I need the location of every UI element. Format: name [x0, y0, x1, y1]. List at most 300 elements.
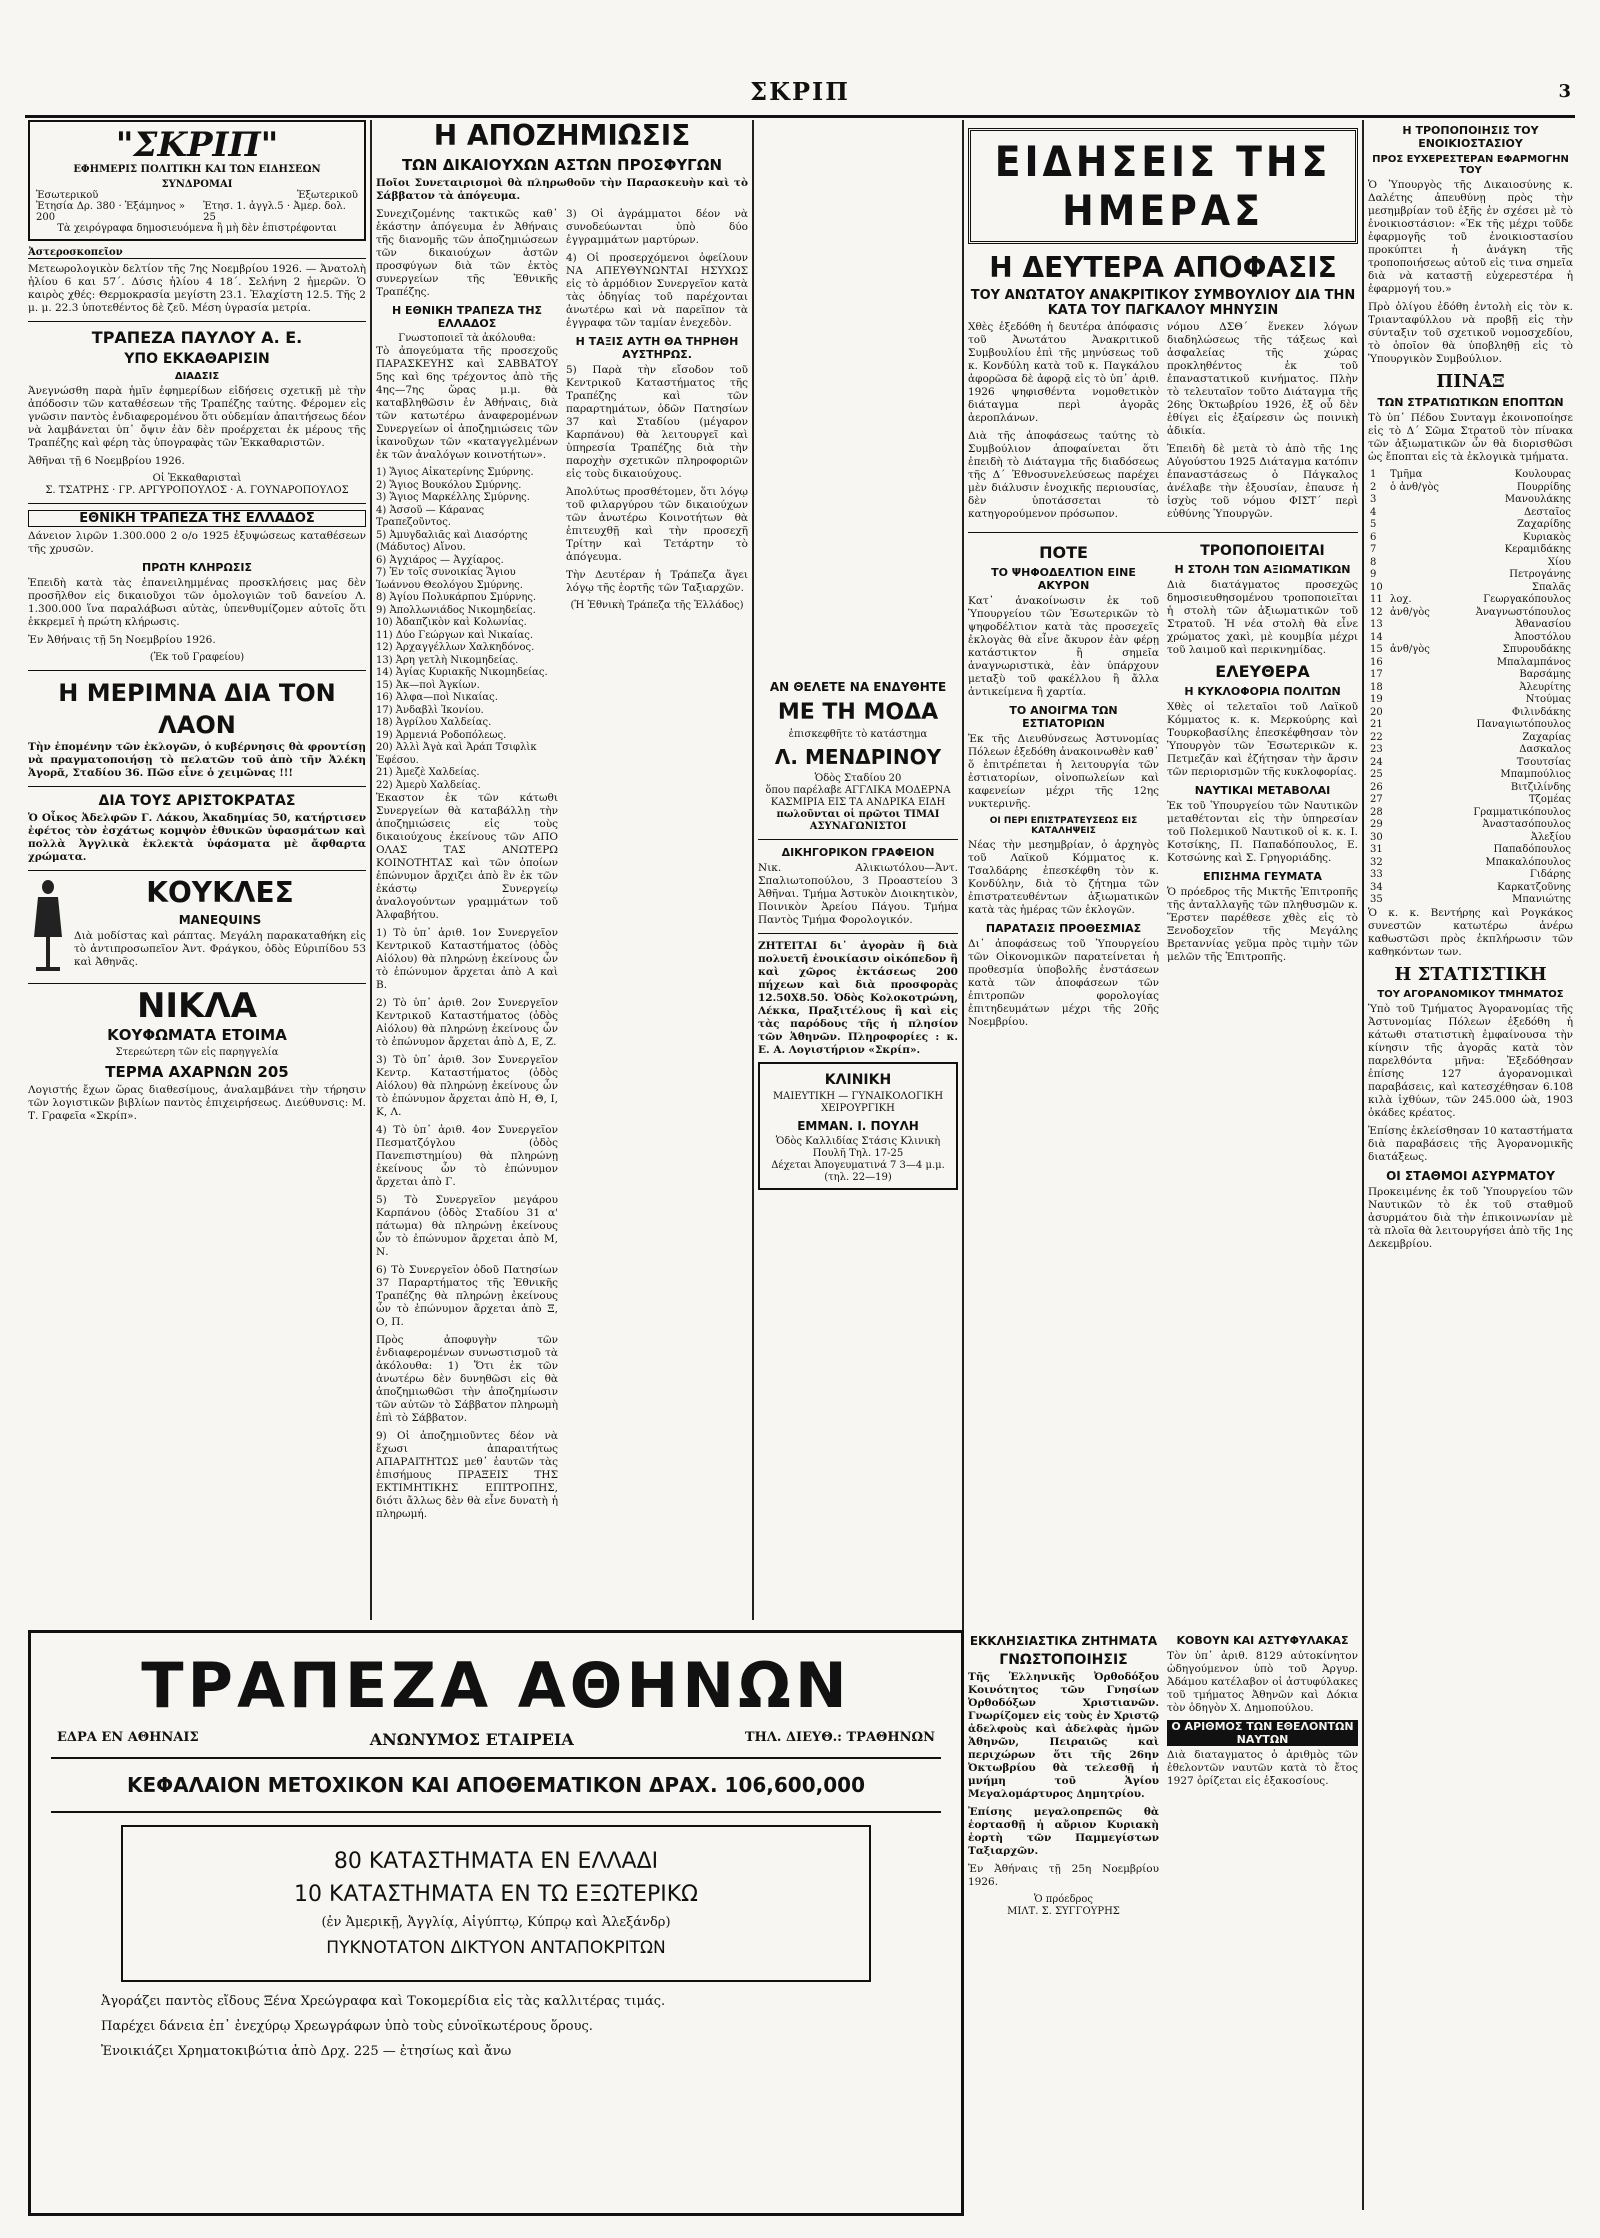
para: Χθὲς ἐξεδόθη ἡ δευτέρα ἀπόφασις τοῦ Ἀνωτάτου Ἀνακριτικοῦ Συμβουλίου ἐπὶ τῆς μηνύσεως τοῦ κ. Κονδύλη κατὰ τοῦ κ. Παγκάλου ἀφορῶσα δὲ ἀφορᾷ εἰς τὸ ὑπ᾽ ἀριθ. 1926 ψηφισθέντα νομοθετικὸν διάταγμα περὶ ἀγορᾶς ἀεροπλάνων. — [968, 321, 1159, 424]
officer-number: 30 — [1370, 831, 1383, 843]
column-4-lower — [968, 1630, 1358, 2210]
heading: ΠΟΤΕ — [1039, 543, 1088, 562]
para: 4) Οἱ προσερχόμενοι ὀφείλουν ΝΑ ΑΠΕΥΘΥΝΩΝΤΑΙ ΗΣΥΧΩΣ εἰς τὸ ἁρμόδιον Συνεργεῖον κατὰ τὰς ὁδηγίας τοῦ παρέχονται ἀνωτέρω καὶ νὰ παρεῖπον τὰ ἐγγραφα τῶν ταμίαν ἐνεχεδὸν. — [566, 252, 748, 329]
officer-number: 7 — [1370, 544, 1377, 555]
decision-right — [1167, 321, 1358, 526]
bank1-sign: Οἱ Ἐκκαθαρισταὶ — [152, 473, 242, 484]
officer-rank — [1388, 819, 1451, 832]
para: 6) Τὸ Συνεργεῖον ὁδοῦ Πατησίων 37 Παραρτήματος τῆς Ἐθνικῆς Τραπέζης θὰ πληρώνῃ ἐκείνους ὧν τὸ ἐπώνυμον ἄρχεται ἀπὸ Ξ, Ο, Π. — [376, 1264, 558, 1328]
communities-list — [376, 467, 558, 792]
ad-line1: 80 ΚΑΤΑΣΤΗΜΑΤΑ ΕΝ ΕΛΛΑΔΙ — [333, 1849, 659, 1874]
list-item: 21) Ἀμεζὲ Χαλδείας. — [376, 767, 480, 778]
divider — [968, 532, 1358, 533]
nickel-title: ΝΙΚΛΑ — [136, 986, 258, 1026]
para: Ἐκ τοῦ Ὑπουργείου τῶν Ναυτικῶν μεταθέτονται εἰς τὴν ὑπηρεσίαν τοῦ Πολεμικοῦ Ναυτικοῦ οἱ κ. κ. Ι. Κοτσίκης, Π. Παπαδόπουλος, Ε. Κοτσώνης καὶ Σ. Γρηγοριάδης. — [1167, 800, 1358, 864]
table-row — [1368, 644, 1573, 657]
list-item: 15) Ἀκ—ποὶ Ἀγκίων. — [376, 679, 480, 691]
para: Ἐπίσης ἐκλείσθησαν 10 καταστήματα διὰ παραβάσεις τῆς Ἀγορανομικῆς διατάξεως. — [1368, 1124, 1573, 1163]
bank-of-athens-ad — [28, 1630, 964, 2216]
ad-fashion-text3: πωλοῦνται οἱ πρῶτοι ΤΙΜΑΙ ΑΣΥΝΑΓΩΝΙΣΤΟΙ — [776, 809, 940, 832]
heading: ΠΡΟΣ ΕΥΧΕΡΕΣΤΕΡΑΝ ΕΦΑΡΜΟΓΗΝ ΤΟΥ — [1372, 154, 1569, 176]
officer-name: Βιτζιλίνδης — [1510, 781, 1571, 793]
officer-number: 9 — [1370, 569, 1377, 580]
ad-fashion-text2: ὅπου παρέλαβε ΑΓΓΛΙΚΑ ΜΟΔΕΡΝΑ ΚΑΣΜΙΡΙΑ ΕΙΣ ΤΑ ΑΝΔΡΙΚΑ ΕΙΔΗ — [765, 785, 951, 808]
table-row — [1368, 894, 1573, 907]
news-left — [968, 539, 1159, 1034]
divider — [28, 786, 366, 787]
ad-foot1: Ἀγοράζει παντὸς εἴδους Ξένα Χρεώγραφα καὶ Τοκομερίδια εἰς τὰς καλλιτέρας τιμάς. — [101, 1994, 666, 2009]
heading: ΟΙ ΠΕΡΙ ΕΠΙΣΤΡΑΤΕΥΣΕΩΣ ΕΙΣ ΚΑΤΑΛΗΨΕΙΣ — [989, 816, 1138, 836]
para: νόμου ΔΣΘ΄ ἕνεκεν λόγων διαδηλώσεως τῆς τάξεως καὶ ἀσφαλείας τῆς χώρας προκληθέντος ἐκ τοῦ ἐπαναστατικοῦ κινήματος. Πλὴν τὸ τελευταῖον τοῦτο Διάταγμα τῆς 26ης Ὀκτωβρίου 1926, ἐξ οὗ δὲν ἐθίγει εἰς ἐξαίρεσιν ὡς ποινικὴ ἀδικία. — [1167, 321, 1358, 437]
bank1-title: ΤΡΑΠΕΖΑ ΠΑΥΛΟΥ Α. Ε. — [91, 328, 303, 347]
ad-foot3: Ἐνοικιάζει Χρηματοκιβώτια ἀπὸ Δρχ. 225 — ἐτησίως καὶ ἄνω — [101, 2044, 512, 2059]
officer-number: 14 — [1370, 631, 1383, 643]
divider — [51, 1811, 941, 1813]
heading: ΤΩΝ ΣΤΡΑΤΙΩΤΙΚΩΝ ΕΠΟΠΤΩΝ — [1377, 396, 1564, 409]
para: Συνεχιζομένης τακτικῶς καθ᾽ ἑκάστην ἀπόγευμα ἐν Ἀθήναις τῆς διανομῆς τῶν ἀποζημιώσεων τῶν δικαιούχων ἀστῶν προσφύγων διὰ τῶν ἐκτὸς συνεργείων τῆς Ἐθνικῆς Τραπέζης. — [376, 208, 558, 298]
column-2 — [376, 120, 748, 1620]
officer-name: Χίου — [1547, 556, 1571, 568]
dolls-title: ΚΟΥΚΛΕΣ — [146, 876, 294, 909]
ad-type: ΑΝΩΝΥΜΟΣ ΕΤΑΙΡΕΙΑ — [369, 1730, 574, 1749]
officer-number: 26 — [1370, 781, 1383, 793]
compensation-title: Η ΑΠΟΖΗΜΙΩΣΙΣ — [433, 120, 691, 152]
column-3 — [758, 120, 958, 1620]
news-columns — [968, 539, 1358, 1034]
para: Διὰ τῆς ἀποφάσεως ταύτης τὸ Συμβούλιον ἀποφαίνεται ὅτι ἐπειδὴ τὸ Διάταγμα τῆς διαδόσεως τῆς Δ΄ Ἐθνοσυνελεύσεως παρέχει μὲν διάλυσιν ἐνοχικῆς περιουσίας, δὲν ὑποτάσσεται τὸ κατηγορούμενον πρόσωπον. — [968, 430, 1159, 520]
column-rule — [370, 120, 372, 1620]
ad-foot2: Παρέχει δάνεια ἐπ᾽ ἐνεχύρῳ Χρεωγράφων ὑπὸ τοὺς εὐνοϊκωτέρους ὅρους. — [101, 2019, 593, 2034]
column-5 — [1368, 120, 1573, 2210]
table-row — [1368, 669, 1573, 682]
para: Τὴν Δευτέραν ἡ Τράπεζα ἄγει λόγῳ τῆς ἑορτῆς τῶν Ταξιαρχῶν. — [566, 569, 748, 594]
officer-number: 20 — [1370, 706, 1383, 718]
ad-clinic-title: ΚΛΙΝΙΚΗ — [824, 1072, 892, 1088]
officer-name: Κουλουρας — [1514, 469, 1571, 480]
decision-left — [968, 321, 1159, 526]
officer-name: Πουρρίδης — [1516, 481, 1571, 493]
table-row — [1368, 482, 1573, 495]
officer-name: Ἀλεξίου — [1530, 831, 1571, 843]
officer-name: Ζαχαρίας — [1522, 731, 1571, 743]
signature-title: Ὁ πρόεδρος — [1034, 1894, 1093, 1905]
list-item: 13) Ἀρη γετλὴ Νικομηδείας. — [376, 654, 519, 666]
ad-clinic — [758, 1062, 958, 1190]
signature: (Ἡ Ἐθνικὴ Τράπεζα τῆς Ἑλλάδος) — [570, 600, 744, 611]
para: Ἑκαστον ἐκ τῶν κάτωθι Συνεργείων θὰ καταβάλλῃ τὴν ἀποζημιώσεις εἰς τοὺς δικαιούχους ἐκείνους τῶν ΑΠΟ ΟΛΑΣ ΤΑΣ ΑΝΩΤΕΡΩ ΚΟΙΝΟΤΗΤΑΣ καὶ τῶν ὁποίων ἐπώνυμον ἄρχιζει ἀπὸ ἓν ἐκ τῶν ἑκάστῳ Συνεργείῳ ἀναλογούντων γραμμάτων τοῦ Ἀλφαβήτου. — [376, 792, 558, 921]
divider — [758, 933, 958, 934]
para: 5) Τὸ Συνεργεῖον μεγάρου Καρπάνου (ὁδὸς Σταδίου 31 α' πάτωμα) θὰ πληρώνῃ ἐκείνους ὧν τὸ ἐπώνυμον ἄρχεται ἀπὸ Μ, Ν. — [376, 1194, 558, 1258]
officer-name: Μπακαλόπουλος — [1485, 856, 1571, 868]
table-row — [1368, 844, 1573, 857]
masthead-name: ΣΚΡΙΠ — [750, 77, 850, 106]
officer-number: 8 — [1370, 556, 1377, 568]
ad-line2: 10 ΚΑΤΑΣΤΗΜΑΤΑ ΕΝ ΤΩ ΕΞΩΤΕΡΙΚΩ — [294, 1882, 698, 1907]
ad-meta — [57, 1730, 935, 1749]
officer-number: 13 — [1370, 619, 1383, 630]
subscriptions-title: ΣΥΝΔΡΟΜΑΙ — [161, 179, 233, 190]
ad-clinic-hours: Δέχεται Ἀπογευματινά 7 3—4 μ.μ. (τηλ. 22—19) — [771, 1160, 945, 1183]
heading: ΠΙΝΑΞ — [1436, 371, 1505, 392]
officer-rank — [1388, 657, 1451, 670]
table-row — [1368, 544, 1573, 557]
subs-domestic-rates: Ἐτησία Δρ. 380 · Ἑξάμηνος » 200 — [36, 201, 185, 223]
officer-number: 35 — [1370, 894, 1383, 905]
officer-name: Μπαμπούλιος — [1500, 769, 1571, 780]
para: 5) Παρὰ τὴν εἴσοδον τοῦ Κεντρικοῦ Καταστήματος τῆς Τραπέζης καὶ τῶν παραρτημάτων, ὁδῶν Πατησίων 37 καὶ Σταδίου (μέγαρον Καρπάνου) θὰ λειτουργεῖ καὶ ὑπηρεσία Τραπέζης διὰ τὴν παροχὴν σχετικῶν πληροφοριῶν εἰς τοὺς δικαιούχους. — [566, 364, 748, 480]
ad-title: ΤΡΑΠΕΖΑ ΑΘΗΝΩΝ — [141, 1649, 851, 1722]
list-item: 5) Ἀμυγδαλιᾶς καὶ Διασόρτης (Μάδυτος) Αἴνου. — [376, 529, 528, 553]
para: 3) Οἱ ἀγράμματοι δέον νὰ συνοδεύωνται ὑπὸ δύο ἐγγραμμάτων μαρτύρων. — [566, 208, 748, 246]
heading: ΤΡΟΠΟΠΟΙΕΙΤΑΙ — [1200, 543, 1325, 559]
lower-columns — [968, 1630, 1358, 1918]
list-item: 14) Ἁγίας Κυριακῆς Νικομηδείας. — [376, 667, 548, 678]
para: Κατ᾽ ἀνακοίνωσιν ἐκ τοῦ Ὑπουργείου τῶν Ἐσωτερικῶν τὸ ψηφοδέλτιον κατὰ τὰς προσεχεῖς ἐκλογὰς θὰ εἶνε ἄκυρον ἐὰν φέρῃ κατάστικτον ἢ σημεῖα ἀναγνωριστικὰ, ἐὰν ὑπάρχουν μεταξὺ τοῦ φακέλλου ἢ ἄλλα ἀντικείμενα ἢ χαρτία. — [968, 595, 1159, 698]
officer-rank — [1388, 582, 1451, 595]
ad-fashion-name: Λ. ΜΕΝΔΡΙΝΟΥ — [774, 745, 942, 769]
para: Τῆς Ἑλληνικῆς Ὀρθοδόξου Κοινότητος τῶν Γνησίων Ὀρθοδόξων Χριστιανῶν. Γνωρίζομεν εἰς τοὺς ἐν Χριστῷ ἀδελφοὺς καὶ ἀδελφὰς ἡμῶν Ἀθηνῶν, Πειραιῶς καὶ περιχώρων ὅτι τῆς 26ην Ὀκτωβρίου θὰ τελεσθῇ ἡ μνήμη τοῦ Ἁγίου Μεγαλομάρτυρος Δημητρίου. — [968, 1671, 1159, 1800]
bank1-label: ΔΙΑΔΣΙΣ — [174, 371, 220, 382]
para: Διὰ διατάγματος προσεχῶς δημοσιευθησομένου τροποποιεῖται ἡ στολὴ τῶν ἀξιωματικῶν τοῦ Στρατοῦ. Ἡ νέα στολὴ θὰ εἶνε χρώματος χακὶ, μὲ κουμβία μέχρι τοῦ λαιμοῦ καὶ περικνημίδας. — [1167, 579, 1358, 656]
column-4 — [968, 120, 1358, 1620]
heading: ΤΟ ΨΗΦΟΔΕΛΤΙΟΝ ΕΙΝΕ ΑΚΥΡΟΝ — [991, 566, 1136, 592]
officer-number: 29 — [1370, 819, 1383, 830]
officer-rank — [1388, 782, 1451, 795]
divider — [28, 983, 366, 984]
para: Τὸ ἀπογεύματα τῆς προσεχοῦς ΠΑΡΑΣΚΕΥΗΣ καὶ ΣΑΒΒΑΤΟΥ 5ης καὶ 6ης τρέχοντος ἀπὸ τῆς 4ης—7ης ὥρας μ.μ. θὰ καταβληθῶσιν ἐν Ἀθήναις, διὰ τῶν κατωτέρω ἀναφερομένων Συνεργείων οἱ ἀποζημιώσεις τῶν ἱκανοῦχων τῶν «καταγγελμένων ἐκ τῶν ἀναλόγων κοινοτήτων». — [376, 345, 558, 461]
ad-clinic-name: ΕΜΜΑΝ. Ι. ΠΟΥΛΗ — [797, 1119, 919, 1133]
list-item: 6) Ἀγχιάρος — Ἀγχίαρος. — [376, 554, 504, 566]
nickel-subtitle: ΚΟΥΦΩΜΑΤΑ ΕΤΟΙΜΑ — [107, 1026, 287, 1044]
officer-number: 19 — [1370, 694, 1383, 705]
column-rule — [1362, 120, 1364, 2210]
heading: ΝΑΥΤΙΚΑΙ ΜΕΤΑΒΟΛΑΙ — [1194, 784, 1331, 797]
officer-rank — [1388, 744, 1451, 757]
officer-rank — [1388, 807, 1451, 820]
ad-capital: ΚΕΦΑΛΑΙΟΝ ΜΕΤΟΧΙΚΟΝ ΚΑΙ ΑΠΟΘΕΜΑΤΙΚΟΝ ΔΡΑΧ. 106,600,000 — [127, 1773, 865, 1797]
para: 4) Τὸ ὑπ᾽ ἀριθ. 4ον Συνεργεῖον Πεσματζόγλου (ὁδὸς Πανεπιστημίου) θὰ πληρώνῃ ἐκείνους ὧν τὸ ἐπώνυμον ἄρχεται ἀπὸ Γ. — [376, 1124, 558, 1188]
aristo-title: ΔΙΑ ΤΟΥΣ ΑΡΙΣΤΟΚΡΑΤΑΣ — [98, 793, 296, 809]
officer-number: 31 — [1370, 844, 1383, 855]
nameplate-logo: "ΣΚΡΙΠ" — [115, 125, 279, 165]
officer-name: Τζομέας — [1528, 794, 1571, 805]
list-item: 7) Ἐν τοῖς συνοικίας Ἅγιου Ἰωάννου Θεολόγου Σμύρνης. — [376, 567, 523, 591]
bank1-date: Ἀθῆναι τῇ 6 Νοεμβρίου 1926. — [28, 455, 185, 467]
officer-number: 6 — [1370, 531, 1377, 543]
officer-number: 22 — [1370, 731, 1383, 743]
ad-clinic-sub: ΜΑΙΕΥΤΙΚΗ — ΓΥΝΑΙΚΟΛΟΓΙΚΗ ΧΕΙΡΟΥΡΓΙΚΗ — [772, 1091, 944, 1114]
officer-name: Γραμματικόπουλος — [1473, 806, 1571, 818]
subscriptions-rates — [36, 201, 358, 223]
compensation-left — [376, 208, 558, 1526]
officer-rank — [1388, 557, 1451, 570]
officer-rank — [1388, 707, 1451, 720]
para: Ἀπολύτως προσθέτομεν, ὅτι λόγῳ τοῦ φιλαργύρου τῶν δικαιούχων τῶν ἀνωτέρω Κοινοτήτων θὰ ἐπιτευχθῇ καὶ τὴν προσεχῆ Τρίτην καὶ Τετάρτην τὸ ἀπόγευμα. — [566, 486, 748, 563]
para: Πρὸ ὀλίγου ἐδόθη ἐντολὴ εἰς τὸν κ. Τριανταφύλλου νὰ προβῇ εἰς τὴν σύνταξιν τοῦ σχετικοῦ νομοσχεδίου, τὸ ὁποῖον θὰ ὑποβληθῇ εἰς τὸ Ὑπουργικὸν Συμβούλιον. — [1368, 301, 1573, 365]
officer-number: 10 — [1370, 581, 1383, 593]
officer-rank — [1388, 894, 1451, 907]
para: Διὰ διαταγματος ὁ ἀριθμὸς τῶν ἐθελοντῶν ναυτῶν κατὰ τὸ ἔτος 1927 ὁρίζεται εἰς ἑξακοσίους. — [1167, 1749, 1358, 1787]
table-row — [1368, 532, 1573, 545]
officer-rank — [1388, 882, 1451, 895]
officer-name: Ἀποστόλου — [1514, 631, 1571, 643]
officer-number: 34 — [1370, 881, 1383, 893]
merimna-text: Τὴν ἐπομένην τῶν ἐκλογῶν, ὁ κυβέρνησις θὰ φροντίσῃ νὰ πραγματοποιήσῃ τὸ πελατῶν τοῦ ἀπὸ τῆν Ἀλέκη Ἀγορᾶ, Σταδίου 36. Πῶσ εἶνε ὁ χειμῶνας !!! — [28, 741, 366, 779]
bank1-names: Σ. ΤΣΑΤΡΗΣ · ΓΡ. ΑΡΓΥΡΟΠΟΥΛΟΣ · Α. ΓΟΥΝΑΡΟΠΟΥΛΟΣ — [45, 485, 349, 496]
officer-rank — [1388, 732, 1451, 745]
table-row — [1368, 494, 1573, 507]
astro-text: Μετεωρολογικὸν δελτίον τῆς 7ης Νοεμβρίου 1926. — Ἀνατολὴ ἡλίου 6 και 57΄. Δύσις ἡλίου 4 18΄. Σελήνη 2 ἡμερῶν. Ὁ καιρὸς χθές: Θερμοκρασία μεγίστη 23.1. Ἐλαχίστη 12.5. Τῆς 2 μ. μ. 22.3 ὑποτεθέντος δὲ ζεῦ. Μέση ὑγρασία μετρία. — [28, 263, 366, 314]
officer-rank: ὁ ἀνθ/γὸς — [1390, 481, 1440, 493]
officer-name: Καρκατζοῦνης — [1497, 881, 1571, 893]
table-row — [1368, 782, 1573, 795]
dolls-ad — [28, 877, 366, 977]
ad-inner-box — [121, 1825, 871, 1982]
table-row — [1368, 557, 1573, 570]
table-row — [1368, 507, 1573, 520]
list-item: 16) Ἀλφα—ποὶ Νικαίας. — [376, 692, 498, 703]
officer-name: Τσουτσίας — [1516, 756, 1571, 768]
para: Τὸν ὑπ᾽ ἀριθ. 8129 αὐτοκίνητον ὡδηγούμενον ὑπὸ τοῦ Ἀργυρ. Ἀδάμου κατέλαβον οἱ ἀστυφύλακες τοῦ τμήματος Ἀθηνῶν καὶ Δόκια τὸν ὁδηγὸν Χ. Δημοπούλου. — [1167, 1650, 1358, 1714]
list-item: 10) Ἀδαπζικὸν καὶ Κολωνίας. — [376, 617, 527, 628]
heading: ΠΑΡΑΤΑΣΙΣ ΠΡΟΘΕΣΜΙΑΣ — [985, 922, 1142, 935]
para: 3) Τὸ ὑπ᾽ ἀριθ. 3ον Συνεργεῖον Κεντρ. Καταστήματος (ὁδὸς Αἰόλου) θὰ πληρώνῃ ἐκείνους ὧν τὸ ἐπώνυμον ἄρχεται ἀπὸ Η, Θ, Ι, Κ, Λ. — [376, 1054, 558, 1118]
officer-rank — [1388, 769, 1451, 782]
officer-name: Ζαχαρίδης — [1517, 519, 1571, 530]
officer-number: 18 — [1370, 681, 1383, 693]
officer-rank: λοχ. — [1390, 594, 1412, 605]
table-row — [1368, 682, 1573, 695]
para: Προκειμένης ἐκ τοῦ Ὑπουργείου τῶν Ναυτικῶν τὸ ἐκ τοῦ σταθμοῦ ἀσυρμάτου διὰ τὴν ἐπικοινωνίαν μὲ τὰ πλοῖα θὰ λειτουργήσει ἀπὸ τῆς 1ης Δεκεμβρίου. — [1368, 1185, 1573, 1250]
section-heading: Η ΕΘΝΙΚΗ ΤΡΑΠΕΖΑ ΤΗΣ ΕΛΛΑΔΟΣ — [391, 304, 543, 330]
heading: ΓΝΩΣΤΟΠΟΙΗΣΙΣ — [999, 1652, 1128, 1668]
table-row — [1368, 732, 1573, 745]
officer-number: 17 — [1370, 669, 1383, 680]
officer-name: Μανουλάκης — [1504, 494, 1571, 505]
bank2-subtitle: ΠΡΩΤΗ ΚΛΗΡΩΣΙΣ — [142, 561, 252, 574]
section-subheading: Γνωστοποιεῖ τὰ ἀκόλουθα: — [398, 333, 536, 344]
ad-law-title: ΔΙΚΗΓΟΡΙΚΟΝ ΓΡΑΦΕΙΟΝ — [781, 846, 935, 859]
divider — [28, 870, 366, 871]
column-rule — [752, 120, 754, 1620]
table-row — [1368, 819, 1573, 832]
lower-left — [968, 1630, 1159, 1918]
ad-fashion-title: ΜΕ ΤΗ ΜΟΔΑ — [777, 700, 939, 725]
officer-name: Παναγιωτόπουλος — [1476, 719, 1571, 730]
officer-rank — [1388, 794, 1451, 807]
officer-number: 23 — [1370, 744, 1383, 755]
officer-rank — [1388, 869, 1451, 882]
para: Δι᾽ ἀποφάσεως τοῦ Ὑπουργείου τῶν Οἰκονομικῶν παρατείνεται ἡ προθεσμία ὑποβολῆς ἐνστάσεων κατὰ τῶν ἀποφάσεων τῶν ἐπιτροπῶν φορολογίας ἐπιτηδευμάτων μέχρι τῆς 20ῆς Νοεμβρίου. — [968, 938, 1159, 1028]
officer-number: 27 — [1370, 794, 1383, 805]
list-item: 2) Ἅγιος Βουκόλου Σμύρνης. — [376, 479, 522, 491]
heading: Ο ΑΡΙΘΜΟΣ ΤΩΝ ΕΘΕΛΟΝΤΩΝ ΝΑΥΤΩΝ — [1167, 1720, 1358, 1746]
nameplate-box — [28, 120, 366, 241]
officer-rank — [1388, 719, 1451, 732]
decision-body — [968, 321, 1358, 526]
table-row — [1368, 569, 1573, 582]
table-row — [1368, 707, 1573, 720]
compensation-lead: Ποῖοι Συνεταιρισμοὶ θὰ πληρωθοῦν τὴν Παρασκευὴν καὶ τὸ Σάββατον τὰ ἀπόγευμα. — [376, 177, 748, 202]
officer-name: Δασκαλος — [1519, 744, 1571, 755]
aristo-text: Ὁ Οἶκος Ἀδελφῶν Γ. Λάκου, Ἀκαδημίας 50, κατήρτισεν ἐφέτος τὸν ἐσχάτως κομψὸν ἐθνικῶν ὑφασμάτων καὶ πολλὰ Ἀγγλικὰ ἐκλεκτὰ ὑφάσματα μὲ ἄφθαρτα χρώματα. — [28, 812, 366, 863]
ad-tel: ΤΗΛ. ΔΙΕΥΘ.: ΤΡΑΘΗΝΩΝ — [744, 1730, 935, 1745]
para: Ὁ πρόεδρος τῆς Μικτῆς Ἐπιτροπῆς τῆς ἀνταλλαγῆς τῶν πληθυσμῶν κ. Ἕρστεν παρέθεσε χθὲς εἰς τὸ Ξενοδοχεῖον τῆς Μεγάλης Βρεταννίας γεῦμα πρὸς τιμὴν τῶν μελῶν τῆς Ἐπιτροπῆς. — [1167, 886, 1358, 963]
subs-foreign: Ἐξωτερικοῦ — [296, 190, 358, 201]
table-row — [1368, 794, 1573, 807]
table-row — [1368, 657, 1573, 670]
ad-line3: (ἐν Ἀμερικῇ, Ἀγγλίᾳ, Αἰγύπτῳ, Κύπρῳ καὶ Ἀλεξάνδρ) — [321, 1915, 671, 1930]
news-right — [1167, 539, 1358, 1034]
heading: ΤΟΥ ΑΓΟΡΑΝΟΜΙΚΟΥ ΤΜΗΜΑΤΟΣ — [1377, 988, 1564, 1000]
officer-name: Μπανιώτης — [1512, 894, 1571, 905]
officer-number: 5 — [1370, 519, 1377, 530]
nameplate-subtitle: ΕΦΗΜΕΡΙΣ ΠΟΛΙΤΙΚΗ ΚΑΙ ΤΩΝ ΕΙΔΗΣΕΩΝ — [73, 164, 321, 175]
table-row — [1368, 594, 1573, 607]
table-row — [1368, 882, 1573, 895]
heading: ΕΠΙΣΗΜΑ ΓΕΥΜΑΤΑ — [1203, 870, 1322, 883]
subs-foreign-rates: Ἐτησ. 1. ἀγγλ.5 · Ἀμερ. δολ. 25 — [203, 201, 346, 223]
officer-number: 4 — [1370, 506, 1377, 518]
para: Πρὸς ἀποφυγὴν τῶν ἐνδιαφερομένων συνωστισμοῦ τὰ ἀκόλουθα: 1) Ὅτι ἐκ τῶν ἀνωτέρω δὲν δυνηθῶσι εἰς θὰ ἀποζημιωθῶσι τὴν ἀποζημίωσιν τῶν αὐτῶν τὸ Σάββατον πληρωμὴ ἐπὶ τὸ Σάββατον. — [376, 1334, 558, 1424]
table-row — [1368, 607, 1573, 620]
list-item: 9) Ἀπολλωνιάδος Νικομηδείας. — [376, 604, 536, 616]
heading: ΕΚΚΛΗΣΙΑΣΤΙΚΑ ΖΗΤΗΜΑΤΑ — [969, 1634, 1158, 1648]
compensation-subtitle: ΤΩΝ ΔΙΚΑΙΟΥΧΩΝ ΑΣΤΩΝ ΠΡΟΣΦΥΓΩΝ — [401, 156, 723, 174]
dolls-subtitle: MANEQUINS — [178, 913, 262, 927]
officer-number: 25 — [1370, 769, 1383, 780]
officer-rank — [1388, 632, 1451, 645]
officer-rank — [1388, 569, 1451, 582]
list-item: 8) Ἁγίου Πολυκάρπου Σμύρνης. — [376, 592, 537, 603]
table-row — [1368, 769, 1573, 782]
list-item: 20) Ἀλλὶ Ἀγὰ καὶ Ἀράπ Τσιφλὶκ Ἐφέσου. — [376, 742, 537, 766]
table-row — [1368, 469, 1573, 482]
table-row — [1368, 869, 1573, 882]
para: 1) Τὸ ὑπ᾽ ἀριθ. 1ον Συνεργεῖον Κεντρικοῦ Καταστήματος (ὁδὸς Αἰόλου) θὰ πληρώνῃ ἐκείνους ὧν τὸ ἐπώνυμον ἄρχεται ἀπὸ Α καὶ Β. — [376, 927, 558, 991]
date: Ἐν Ἀθήναις τῇ 25η Νοεμβρίου 1926. — [968, 1863, 1159, 1888]
page-number: 3 — [1558, 81, 1571, 102]
officer-name: Κυριακὸς — [1523, 531, 1571, 543]
mannequin-icon — [28, 877, 68, 977]
ad-fashion-text: ἐπισκεφθῆτε τὸ κατάστημα — [788, 729, 928, 740]
table-row — [1368, 757, 1573, 770]
officer-number: 2 — [1370, 481, 1377, 493]
para: Ἐπίσης μεγαλοπρεπῶς θὰ ἑορτασθῇ ἡ αὔριον Κυριακὴ ἑορτὴ τῶν Παμμεγίστων Ταξιαρχῶν. — [968, 1806, 1159, 1857]
officer-rank — [1388, 857, 1451, 870]
signature-name: ΜΙΛΤ. Σ. ΣΥΓΓΟΥΡΗΣ — [1007, 1906, 1120, 1917]
bank2-sign: (Ἐκ τοῦ Γραφείου) — [149, 652, 245, 663]
divider — [28, 670, 366, 671]
dolls-text: Διὰ μοδίστας καὶ ράπτας. Μεγάλη παρακαταθήκη εἰς τὸ ἀντιπροσωπεῖον Ἀντ. Φράγκου, ὁδὸς Εὐριπίδου 53 καὶ Ἀθηνᾶς. — [74, 930, 366, 968]
heading: ΤΟ ΑΝΟΙΓΜΑ ΤΩΝ ΕΣΤΙΑΤΟΡΙΩΝ — [1009, 704, 1118, 730]
table-row — [1368, 519, 1573, 532]
heading: Η ΣΤΑΤΙΣΤΙΚΗ — [1394, 963, 1547, 985]
nickel-text: Στερεώτερη τῶν εἰς παρηγγελία — [115, 1047, 279, 1058]
officer-name: Ντούμας — [1525, 694, 1571, 705]
officer-name: Ἀναστασόπουλος — [1482, 819, 1571, 830]
table-row — [1368, 582, 1573, 595]
para: Ἐπειδὴ δὲ μετὰ τὸ ἀπὸ τῆς 1ης Αὐγούστου 1925 Διάταγμα κατόπιν ἐπαναστάσεως ὁ Πάγκαλος ἀνέλαβε τὴν ἐξουσίαν, ἐπαυσε ἡ ἰσχὺς τοῦ νόμου ΦΙΣΤ΄ περὶ εὐθύνης Ὑπουργῶν. — [1167, 443, 1358, 520]
heading: ΕΛΕΥΘΕΡΑ — [1215, 662, 1310, 681]
officer-number: 24 — [1370, 756, 1383, 768]
table-row — [1368, 744, 1573, 757]
news-banner: ΕΙΔΗΣΕΙΣ ΤΗΣ ΗΜΕΡΑΣ — [968, 128, 1358, 244]
bank1-text: Ἀνεγνώσθη παρὰ ἡμῖν ἐφημερίδων εἰδήσεις σχετικῇ μὲ τὴν ἀπόδοσιν τῶν καταθέσεων τῆς Τραπέζης ταύτης. Φέρομεν εἰς γνῶσιν παντὸς ἐνδιαφερομένου ὅτι οὐδεμίαν ἀπαιτήσεως δέον νὰ λαμβάνεται ὑπ᾽ ὄψιν ἐὰν δὲν προέρχεται ἐκ μέρους τῆς Τραπέζης καὶ φέρη τὰς ὑπογραφὰς τῶν Ἐκκαθαριστῶν. — [28, 385, 366, 449]
column-1 — [28, 120, 366, 1620]
lower-right — [1167, 1630, 1358, 1918]
officer-name: Μπαλαμπάνος — [1496, 656, 1571, 668]
heading: Η ΤΡΟΠΟΠΟΙΗΣΙΣ ΤΟΥ ΕΝΟΙΚΙΟΣΤΑΣΙΟΥ — [1402, 124, 1539, 150]
ad-fashion-head: ΑΝ ΘΕΛΕΤΕ ΝΑ ΕΝΔΥΘΗΤΕ — [769, 680, 947, 694]
officer-rank — [1388, 544, 1451, 557]
officer-number: 32 — [1370, 856, 1383, 868]
ad-wanted: ΖΗΤΕΙΤΑΙ δι᾽ ἀγορὰν ἢ διὰ πολυετῆ ἐνοικίασιν οἰκόπεδον ἢ καὶ χῶρος ἐκτάσεως 200 πήχεων καὶ διὰ προσφορὰς 12.50Χ8.50. Ὀδὸς Κολοκοτρώνη, Λέκκα, Πραξιτέλους ἢ καὶ εἰς τὰς παρόδους τῆς ἡ πλησίον τῶν Ἁθηνῶν. Πληροφορίες : κ. Ε. Α. Λογιστήριον «Σκρίπ». — [758, 940, 958, 1056]
list-item: 17) Ἀνδαβλὶ Ἰκονίου. — [376, 704, 484, 716]
table-row — [1368, 619, 1573, 632]
divider — [28, 321, 366, 322]
table-row — [1368, 694, 1573, 707]
decision-title: Η ΔΕΥΤΕΡΑ ΑΠΟΦΑΣΙΣ — [989, 251, 1337, 284]
officer-name: Γιδάρης — [1529, 869, 1571, 880]
list-item: 18) Ἀγρίλου Χαλδείας. — [376, 717, 492, 728]
officer-rank — [1388, 669, 1451, 682]
officer-rank — [1388, 682, 1451, 695]
acharnon-title: ΤΕΡΜΑ ΑΧΑΡΝΩΝ 205 — [105, 1063, 289, 1081]
divider — [51, 1757, 941, 1759]
list-item: 4) Ἁσσοῦ — Κάρανας Τραπεζοῦντος. — [376, 504, 485, 528]
officer-number: 3 — [1370, 494, 1377, 505]
ad-line4: ΠΥΚΝΟΤΑΤΟΝ ΔΙΚΤΥΟΝ ΑΝΤΑΠΟΚΡΙΤΩΝ — [326, 1938, 666, 1958]
officer-name: Βαρσάμης — [1519, 669, 1571, 680]
officer-name: Παπαδόπουλος — [1493, 844, 1571, 855]
officer-number: 12 — [1370, 606, 1383, 618]
masthead — [25, 75, 1575, 118]
list-item: 22) Ἀμερὺ Χαλδείας. — [376, 779, 481, 791]
para: 9) Οἱ ἀποζημιοῦντες δέον νὰ ἔχωσι ἀπαραιτήτως ΑΠΑΡΑΙΤΗΤΩΣ μεθ᾽ ἑαυτῶν τὰς ἐπισήμους ΠΡΑΞΕΙΣ ΤΗΣ ΕΚΤΙΜΗΤΙΚΗΣ ΕΠΙΤΡΟΠΗΣ, διότι ἄλλως δὲν θὰ εἶνε δυνατὴ ἡ πληρωμή. — [376, 1430, 558, 1520]
ad-fashion — [758, 680, 958, 833]
bank1-subtitle: ΥΠΟ ΕΚΚΑΘΑΡΙΣΙΝ — [124, 351, 270, 367]
officer-name: Σπυρουδάκης — [1502, 644, 1571, 655]
officer-rank: Τμῆμα — [1390, 469, 1423, 480]
officer-rank — [1388, 532, 1451, 545]
table-row — [1368, 857, 1573, 870]
officer-rank — [1388, 619, 1451, 632]
officer-name: Ἀθανασίου — [1515, 619, 1571, 630]
list-item: 11) Δύο Γεώργων καὶ Νικαίας. — [376, 629, 534, 641]
officer-rank — [1388, 519, 1451, 532]
para: Ὑπὸ τοῦ Τμήματος Ἀγορανομίας τῆς Ἀστυνομίας Πόλεων ἐξεδόθη ἡ κάτωθι στατιστικὴ ἐμφαίνουσα τὴν κίνησιν τῆς ἀγορᾶς κατὰ τὸν παρελθόντα μῆνα: Ἐξεδόθησαν ἐπίσης 127 ἀγορανομικαὶ παραβάσεις, καὶ κατεσχέθησαν 6.108 κιλὰ ἰχθύων, τῶν 245.000 ὠὰ, 1903 ὀκάδες κρέατος. — [1368, 1002, 1573, 1119]
para: Ἐκ τῆς Διευθύνσεως Ἀστυνομίας Πόλεων ἐξεδόθη ἀνακοινωθὲν καθ᾽ ὅ ἐπιτρέπεται ἡ λειτουργία τῶν ἐστιατορίων, οἰνοπωλείων καὶ καφενείων μέχρι τῆς 12ης νυκτερινῆς. — [968, 733, 1159, 810]
para: Ὁ Ὑπουργὸς τῆς Δικαιοσύνης κ. Δαλέτης ἀπευθύνῃ πρὸς τὴν μεσημβρίαν τοῦ ἐξῆς ἐν σχέσει μὲ τὸ ἐνοικιοστάσιον: «Ἐκ τῆς μέχρι τοῦδε ἐφαρμογῆς τοῦ ἐνοικιοστασίου προκύπτει ἡ ἀνάγκη τῆς τροποποιήσεως αὐτοῦ εἰς τινα σημεῖα διὰ νὰ καταστῇ εὐχερεστέρα ἡ ἐφαρμογή του.» — [1368, 179, 1573, 295]
astro-heading: Ἀστεροσκοπεῖον — [28, 247, 366, 259]
officer-rank — [1388, 844, 1451, 857]
heading: Η ΣΤΟΛΗ ΤΩΝ ΑΞΙΩΜΑΤΙΚΩΝ — [1174, 563, 1351, 576]
officer-rank — [1388, 832, 1451, 845]
bank2-date: Ἐν Ἀθήναις τῇ 5η Νοεμβρίου 1926. — [28, 634, 216, 646]
officer-number: 33 — [1370, 869, 1383, 880]
table-row — [1368, 807, 1573, 820]
officer-rank: ἀνθ/γὸς — [1390, 606, 1430, 618]
subscriptions-headers — [36, 190, 358, 201]
ad-clinic-addr: Ὁδὸς Καλλιδίας Στάσις Κλινικὴ Πουλῆ Τηλ. 17-25 — [775, 1136, 941, 1159]
officer-name: Ἀλευρίτης — [1519, 681, 1571, 693]
ad-law-text: Νικ. Αλικιωτόλου—Ἀντ. Σπαλιωτοπούλου, 3 Προαστείου 3 Ἀθῆναι. Τμήμα Ἀστυκὸν Διοικητικὸν, Ποινικὸν Ἀρείου Πάγου. Τμήμα Παντὸς Τμήμα Φορολογικόν. — [758, 862, 958, 926]
bank2-title: ΕΘΝΙΚΗ ΤΡΑΠΕΖΑ ΤΗΣ ΕΛΛΑΔΟΣ — [28, 510, 366, 527]
officer-name: Σπαλᾶς — [1531, 581, 1571, 593]
section-heading: Η ΤΑΞΙΣ ΑΥΤΗ ΘΑ ΤΗΡΗΘΗ ΑΥΣΤΗΡΩΣ. — [575, 335, 739, 361]
officer-rank — [1388, 494, 1451, 507]
